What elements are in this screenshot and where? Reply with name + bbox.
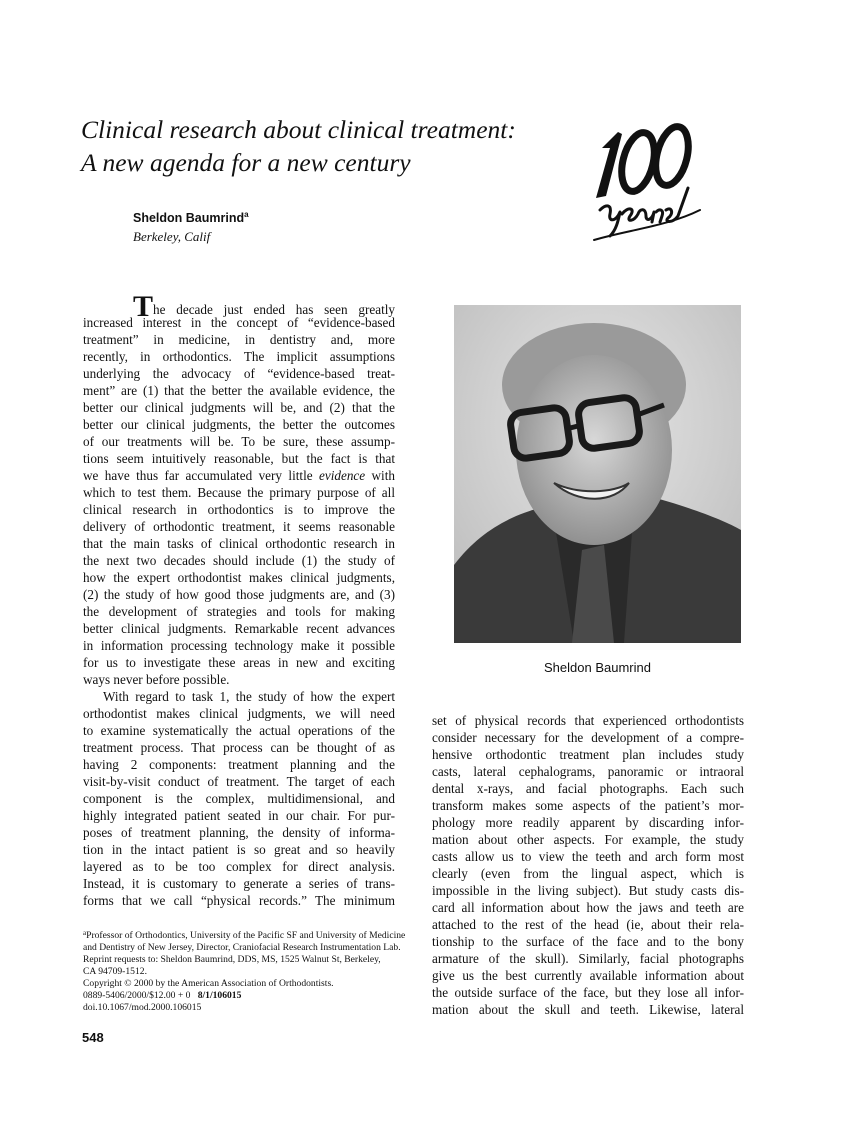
body-text-line: the development of strategies and tools for making — [83, 604, 395, 619]
footnotes — [83, 927, 406, 1014]
body-text-line: having 2 components: treatment planning and the — [83, 757, 395, 772]
body-text-line: mation about other aspects. For example, the study — [432, 832, 744, 847]
body-text-line: highly integrated patient seated in our chair. For pur- — [83, 808, 395, 823]
body-text-line: transform makes some aspects of the patient’s mor- — [432, 798, 744, 813]
body-text-line: to examine systematically the actual operations of the — [83, 723, 395, 738]
body-text-line: mation about the skull and teeth. Likewise, lateral — [432, 1002, 744, 1017]
body-text-line: underlying the advocacy of “evidence-based treat- — [83, 366, 395, 381]
body-text-line: better our clinical judgments, the better the outcomes — [83, 417, 395, 432]
body-text-line: tions seem intuitively reasonable, but the fact is that — [83, 451, 395, 466]
body-text-line: clinical research in orthodontics is to improve the — [83, 502, 395, 517]
body-right-column — [432, 712, 744, 1018]
body-text-line: attached to the rest of the head (ie, about their rela- — [432, 917, 744, 932]
body-text-line: hensive orthodontic treatment plan includes study — [432, 747, 744, 762]
body-text-line: better clinical judgments. Remarkable recent advances — [83, 621, 395, 636]
body-left-column — [83, 290, 395, 909]
body-text-line — [83, 467, 395, 484]
body-text-line: consider necessary for the development of a compre- — [432, 730, 744, 745]
footnote-affiliation-line-2: and Dentistry of New Jersey, Director, Craniofacial Research Instrumentation Lab. — [83, 942, 401, 953]
body-text-line: ways never before possible. — [83, 672, 230, 687]
article-title-line-1: Clinical research about clinical treatment: — [81, 115, 516, 144]
body-text-line: ment” are (1) that the better the available evidence, the — [83, 383, 395, 398]
body-text-fragment: with — [365, 468, 395, 483]
drop-cap: T — [133, 290, 154, 323]
author-affiliation: Berkeley, Calif — [133, 229, 211, 244]
body-text-line: card all information about how the jaws and teeth are — [432, 900, 744, 915]
page-number: 548 — [82, 1030, 104, 1045]
body-text-line: how the expert orthodontist makes clinical judgments, — [83, 570, 395, 585]
body-text-line: give us the best currently available information about — [432, 968, 744, 983]
body-text-line: (2) the study of how good those judgments are, and (3) — [83, 587, 395, 602]
issn-id: 8/1/106015 — [197, 990, 242, 1001]
body-text-line: treatment process. That process can be thought of as — [83, 740, 395, 755]
footnote-copyright: Copyright © 2000 by the American Association of Orthodontists. — [83, 978, 334, 989]
body-text-line: for us to investigate these areas in new and exciting — [83, 655, 395, 670]
100-years-logo-icon — [588, 118, 704, 244]
portrait-image — [454, 305, 741, 643]
author-name-text: Sheldon Baumrind — [133, 211, 245, 225]
footnote-doi: doi.10.1067/mod.2000.106015 — [83, 1002, 202, 1013]
body-text-line: tion in the intact patient is so great and so heavily — [83, 842, 395, 857]
body-text-line: treatment” in medicine, in dentistry and, more — [83, 332, 395, 347]
body-text-line: armature of the skull). Similarly, facial photographs — [432, 951, 744, 966]
body-text-line: Instead, it is customary to generate a series of trans- — [83, 876, 395, 891]
body-text-line: forms that we call “physical records.” The minimum — [83, 893, 395, 908]
body-text-line: set of physical records that experienced orthodontists — [432, 713, 744, 728]
body-text-line: impossible in the living subject). But study casts dis- — [432, 883, 744, 898]
body-text-line: tionship to the surface of the face and to the bony — [432, 934, 744, 949]
body-text-line: visit-by-visit conduct of treatment. The target of each — [83, 774, 395, 789]
emphasis-evidence: evidence — [319, 468, 366, 483]
body-text-fragment: we have thus far accumulated very little — [83, 468, 319, 483]
body-text-line: the outside surface of the face, but they lose all infor- — [432, 985, 744, 1000]
author-footnote-marker: a — [244, 210, 249, 219]
photo-caption: Sheldon Baumrind — [544, 660, 651, 675]
body-text-line: that the main tasks of clinical orthodontic research in — [83, 536, 395, 551]
body-text-line: in information processing technology make it possible — [83, 638, 395, 653]
body-text-line: dental x-rays, and facial photographs. Each such — [432, 781, 744, 796]
footnote-text: Professor of Orthodontics, University of the Pacific SF and University of Medicine — [86, 930, 406, 941]
body-text-line: better our clinical judgments will be, and (2) that the — [83, 400, 395, 415]
body-text-line: of our treatments will be. To be sure, these assump- — [83, 434, 395, 449]
issn-text: 0889-5406/2000/$12.00 + 0 — [83, 990, 191, 1001]
article-title — [81, 113, 561, 179]
body-text-line: clearly (even from the lingual aspect, which is — [432, 866, 744, 881]
author-photo — [454, 305, 741, 643]
body-text-line: increased interest in the concept of “evidence-based — [83, 315, 395, 330]
body-text-line: layered as to be too complex for direct analysis. — [83, 859, 395, 874]
footnote-issn — [83, 990, 399, 1002]
body-text-line: recently, in orthodontics. The implicit assumptions — [83, 349, 395, 364]
body-text-line: which to test them. Because the primary purpose of all — [83, 485, 395, 500]
footnote-marker: a — [83, 929, 87, 937]
body-text-line: the next two decades should include (1) the study of — [83, 553, 395, 568]
footnote-reprint-line-1: Reprint requests to: Sheldon Baumrind, DDS, MS, 1525 Walnut St, Berkeley, — [83, 954, 381, 965]
body-text-line: poses of treatment planning, the density of informa- — [83, 825, 395, 840]
body-text-line: With regard to task 1, the study of how the expert — [103, 689, 395, 704]
body-text-line: delivery of orthodontic treatment, it seems reasonable — [83, 519, 395, 534]
author-name — [133, 210, 249, 225]
article-title-line-2: A new agenda for a new century — [81, 148, 411, 177]
body-text-line: casts allow us to view the teeth and arch form most — [432, 849, 744, 864]
body-text-line: component is the complex, multidimensional, and — [83, 791, 395, 806]
body-text-line: casts, lateral cephalograms, panoramic or intraoral — [432, 764, 744, 779]
body-text-line: orthodontist makes clinical judgments, we will need — [83, 706, 395, 721]
body-text-line: phology more readily apparent by discarding infor- — [432, 815, 744, 830]
body-text-fragment: he decade just ended has seen greatly — [153, 302, 395, 317]
footnote-reprint-line-2: CA 94709-1512. — [83, 966, 147, 977]
footnote-affiliation-line-1 — [83, 927, 406, 942]
